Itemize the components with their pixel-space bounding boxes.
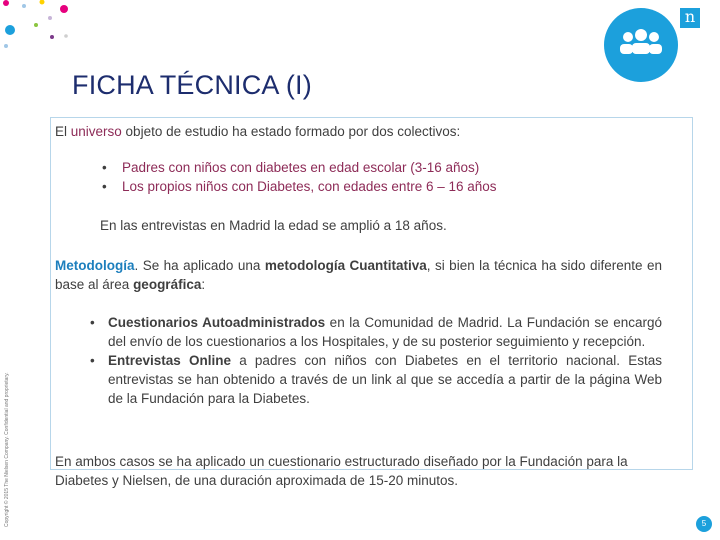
closing-paragraph: En ambos casos se ha aplicado un cuestionario estructurado diseñado por la Fundación para la Diabetes y Nielsen, de una duración aproximada de 15-20 minutos.: [55, 454, 628, 488]
list-item: • Cuestionarios Autoadministrados en la Comunidad de Madrid. La Fundación se encargó del envío de los cuestionarios a los Hospitales, y de su posterior seguimiento y recepción.: [88, 313, 662, 351]
age-note: En las entrevistas en Madrid la edad se amplió a 18 años.: [100, 218, 447, 233]
group-people-icon: [604, 8, 678, 82]
page-number: 5: [696, 516, 712, 532]
methodology-paragraph: Metodología. Se ha aplicado una metodología Cuantitativa, si bien la técnica ha sido diferente en base al área geográfica:: [55, 258, 662, 292]
brand-logo: n: [680, 8, 700, 28]
decorative-dots: [0, 0, 120, 60]
list-item: • Padres con niños con diabetes en edad escolar (3-16 años): [100, 158, 497, 177]
intro-text: El universo objeto de estudio ha estado formado por dos colectivos:: [55, 124, 461, 139]
collectives-list: [100, 158, 497, 196]
methodology-label: Metodología: [55, 258, 135, 273]
page-title: FICHA TÉCNICA (I): [72, 70, 312, 100]
list-item: • Entrevistas Online a padres con niños con Diabetes en el territorio nacional. Estas entrevistas se han obtenido a través de un link al que se accedía a partir de la página Web de la Fundación para la Diabetes.: [88, 351, 662, 408]
universo-highlight: universo: [70, 124, 122, 139]
methods-list: [88, 313, 662, 408]
copyright-text: Copyright © 2015 The Nielsen Company. Confidential and proprietary.: [4, 372, 10, 527]
list-item: • Los propios niños con Diabetes, con edades entre 6 – 16 años: [100, 177, 497, 196]
